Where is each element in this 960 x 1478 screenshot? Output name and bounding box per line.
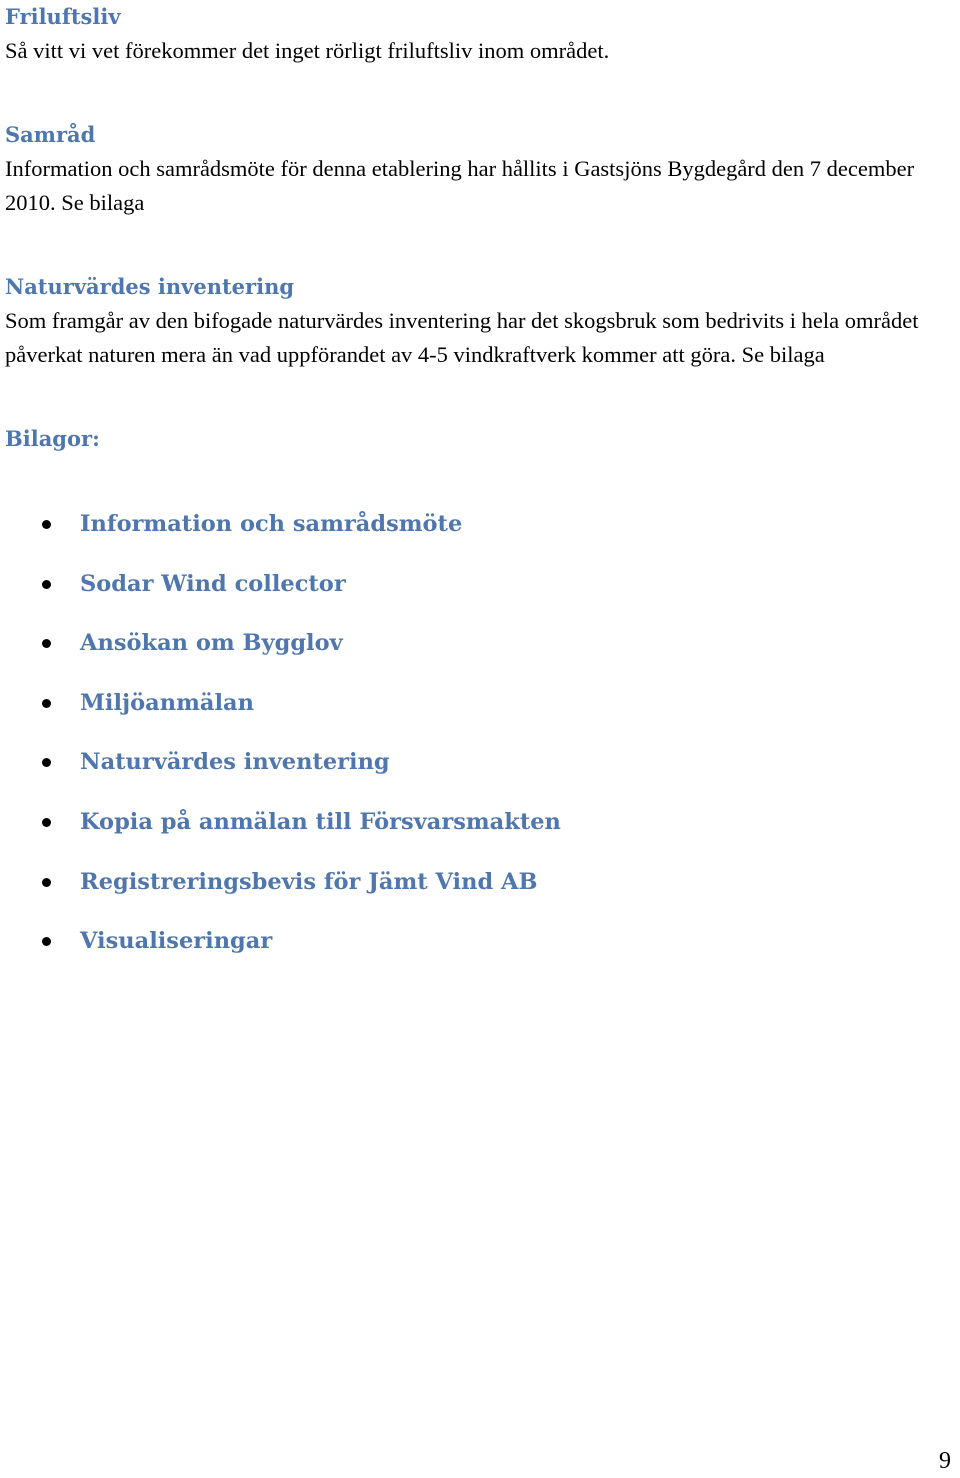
list-item	[5, 612, 905, 672]
list-item	[5, 791, 905, 851]
section-body: Som framgår av den bifogade naturvärdes inventering har det skogsbruk som bedrivits i hela området påverkat naturen mera än vad uppförandet av 4-5 vindkraftverk kommer att göra. Se bilaga	[5, 308, 919, 367]
section-body: Information och samrådsmöte för denna etablering har hållits i Gastsjöns Bygdegård den 7 december 2010. Se bilaga	[5, 156, 915, 215]
section-naturvardes-inventering	[5, 270, 950, 372]
attachment-label: Sodar Wind collector	[80, 570, 346, 597]
section-heading: Friluftsliv	[5, 4, 121, 29]
section-samrad	[5, 118, 950, 220]
section-body: Så vitt vi vet förekommer det inget rörligt friluftsliv inom området.	[5, 38, 610, 63]
bullet-icon	[42, 699, 51, 708]
section-heading: Samråd	[5, 122, 96, 147]
page-number: 9	[939, 1448, 951, 1474]
list-item	[5, 851, 905, 911]
list-item	[5, 553, 905, 613]
attachments-list	[5, 493, 905, 970]
attachment-label: Miljöanmälan	[80, 689, 254, 716]
list-item	[5, 672, 905, 732]
bullet-icon	[42, 520, 51, 529]
bullet-icon	[42, 818, 51, 827]
bullet-icon	[42, 580, 51, 589]
bilagor-heading: Bilagor:	[5, 426, 100, 451]
section-friluftsliv	[5, 0, 950, 68]
bullet-icon	[42, 758, 51, 767]
attachment-label: Ansökan om Bygglov	[80, 630, 343, 657]
list-item	[5, 493, 905, 553]
list-item	[5, 731, 905, 791]
attachment-label: Information och samrådsmöte	[80, 511, 463, 537]
attachment-label: Registreringsbevis för Jämt Vind AB	[80, 868, 538, 895]
document-page	[5, 0, 950, 456]
attachment-label: Visualiseringar	[80, 928, 273, 955]
list-item	[5, 910, 905, 970]
attachment-label: Kopia på anmälan till Försvarsmakten	[80, 808, 561, 835]
bullet-icon	[42, 878, 51, 887]
attachment-label: Naturvärdes inventering	[80, 749, 390, 776]
bullet-icon	[42, 639, 51, 648]
bullet-icon	[42, 937, 51, 946]
section-heading: Naturvärdes inventering	[5, 274, 295, 299]
